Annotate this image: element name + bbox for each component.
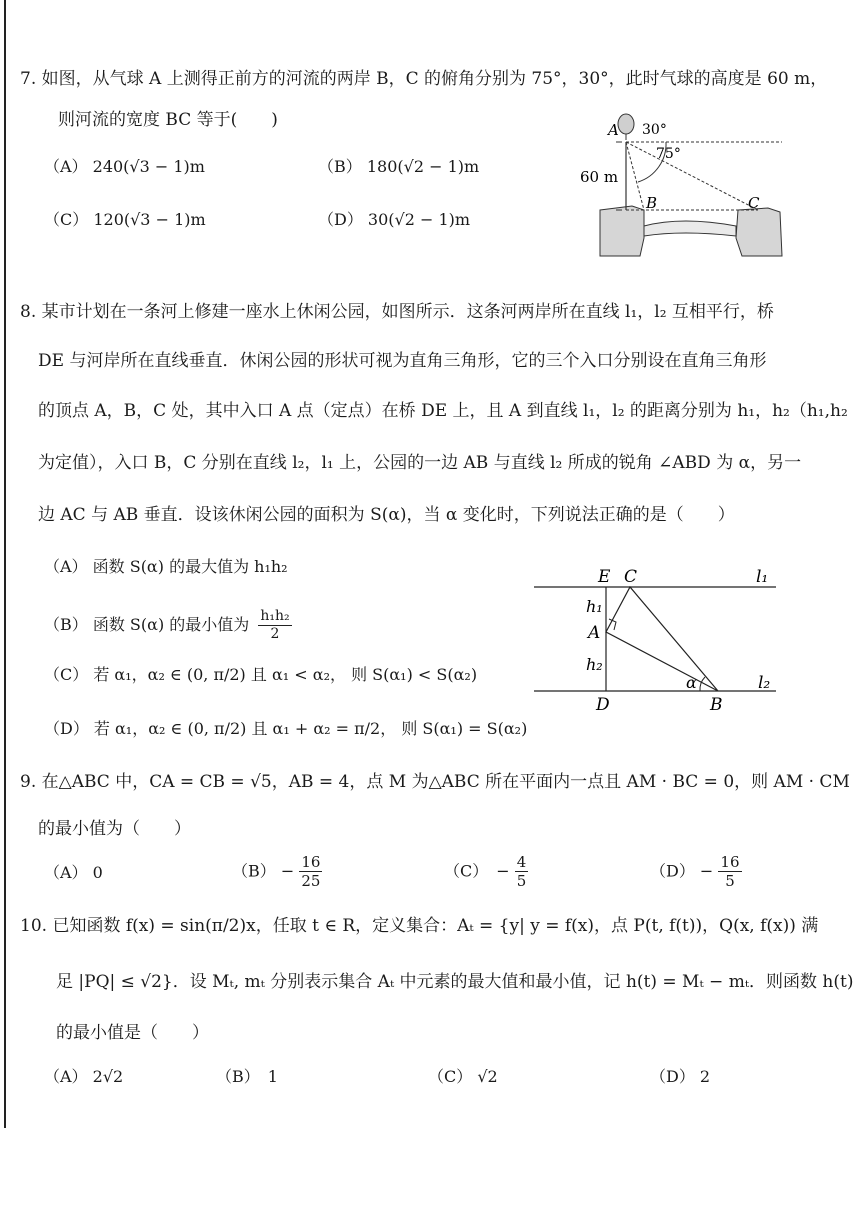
q8-stem-line-3: 的顶点 A，B，C 处，其中入口 A 点（定点）在桥 DE 上，且 A 到直线 l₁，l₂ 的距离分别为 h₁，h₂（h₁,h₂ <box>38 401 848 421</box>
left-bank-shape <box>600 206 644 256</box>
q8-option-b-fraction <box>258 608 291 643</box>
park-triangle <box>606 587 718 691</box>
label-b: B <box>646 194 658 212</box>
q7-option-d[interactable]: （D） 30(√2 − 1)m <box>318 210 471 229</box>
q7-balloon-river-figure <box>572 110 802 262</box>
q8-park-figure <box>530 560 780 720</box>
label-a: A <box>588 623 601 643</box>
q9-option-d-fraction: $\frac{16}{5}$ <box>720 853 740 890</box>
q9-option-a[interactable]: （A） 0 <box>44 863 103 882</box>
label-alpha: α <box>686 673 697 692</box>
q8-stem-line-5: 边 AC 与 AB 垂直．设该休闲公园的面积为 S(α)，当 α 变化时，下列说法正确的是（ ） <box>38 505 735 525</box>
right-bank-shape <box>736 208 782 256</box>
balloon-icon <box>618 114 634 134</box>
q9-option-d[interactable] <box>650 853 742 890</box>
q9-stem-line-2: 的最小值为（ ） <box>38 819 191 839</box>
label-height: 60 m <box>580 168 619 186</box>
q9-option-b[interactable] <box>232 853 322 890</box>
q10-stem-line-1: 10. 已知函数 f(x) = sin(π/2)x，任取 t ∈ R，定义集合：Aₜ = {y| y = f(x)，点 P(t, f(t))，Q(x, f(x)) 满 <box>20 916 819 936</box>
q9-option-b-label: （B） − <box>232 861 295 881</box>
label-d: D <box>596 695 610 715</box>
q9-option-c-label: （C） − <box>444 861 510 881</box>
q8-stem-line-1: 8. 某市计划在一条河上修建一座水上休闲公园，如图所示．这条河两岸所在直线 l₁，l₂ 互相平行，桥 <box>20 302 774 322</box>
label-l1: l₁ <box>756 567 769 587</box>
label-c: C <box>748 194 760 212</box>
q7-option-c[interactable]: （C） 120(√3 − 1)m <box>44 210 206 229</box>
q8-option-d[interactable]: （D） 若 α₁，α₂ ∈ (0, π/2) 且 α₁ + α₂ = π/2， 则 S(α₁) = S(α₂) <box>44 719 528 738</box>
q7-option-a[interactable]: （A） 240(√3 − 1)m <box>44 157 205 176</box>
q8-option-b-text: （B） 函数 S(α) 的最小值为 <box>44 615 250 634</box>
q8-stem-line-2: DE 与河岸所在直线垂直．休闲公园的形状可视为直角三角形，它的三个入口分别设在直角三角形 <box>38 351 767 371</box>
label-h2: h₂ <box>586 655 603 674</box>
q7-stem-line-1: 7. 如图，从气球 A 上测得正前方的河流的两岸 B，C 的俯角分别为 75°，30°，此时气球的高度是 60 m， <box>20 69 828 89</box>
q10-stem-line-3: 的最小值是（ ） <box>56 1023 209 1043</box>
q9-option-b-fraction: $\frac{16}{25}$ <box>301 853 321 890</box>
q10-option-d[interactable]: （D） 2 <box>650 1067 711 1086</box>
q8-option-a[interactable]: （A） 函数 S(α) 的最大值为 h₁h₂ <box>44 557 288 576</box>
label-75deg: 75° <box>656 146 681 162</box>
q10-option-c[interactable]: （C） √2 <box>428 1067 498 1086</box>
q9-option-d-label: （D） − <box>650 861 714 881</box>
q8-option-b[interactable] <box>44 608 292 643</box>
left-margin-rule <box>4 0 6 1128</box>
q10-option-a[interactable]: （A） 2√2 <box>44 1067 124 1086</box>
label-a: A <box>608 121 619 139</box>
q9-option-c-fraction: $\frac{4}{5}$ <box>516 853 527 890</box>
q7-stem-line-2: 则河流的宽度 BC 等于( ) <box>58 110 278 130</box>
q8-stem-line-4: 为定值），入口 B，C 分别在直线 l₂，l₁ 上，公园的一边 AB 与直线 l₂ 所成的锐角 ∠ABD 为 α，另一 <box>38 453 802 473</box>
label-e: E <box>598 567 611 587</box>
q8-option-c[interactable]: （C） 若 α₁，α₂ ∈ (0, π/2) 且 α₁ < α₂， 则 S(α₁) < S(α₂) <box>44 665 478 684</box>
q10-stem-line-2: 足 |PQ| ≤ √2}．设 Mₜ, mₜ 分别表示集合 Aₜ 中元素的最大值和最小值，记 h(t) = Mₜ − mₜ．则函数 h(t) <box>56 972 854 992</box>
river-shape <box>644 221 736 236</box>
fraction-denominator: 2 <box>270 626 280 642</box>
q10-option-b[interactable]: （B） 1 <box>216 1067 278 1086</box>
q9-stem-line-1: 9. 在△ABC 中，CA = CB = √5，AB = 4，点 M 为△ABC 所在平面内一点且 AM · BC = 0，则 AM · CM <box>20 772 850 792</box>
sight-line-b <box>626 142 644 210</box>
label-30deg: 30° <box>642 122 667 138</box>
label-c: C <box>624 567 638 587</box>
label-b: B <box>710 695 723 715</box>
q7-option-b[interactable]: （B） 180(√2 − 1)m <box>318 157 480 176</box>
fraction-numerator: h₁h₂ <box>260 608 290 624</box>
label-l2: l₂ <box>758 673 771 693</box>
label-h1: h₁ <box>586 597 603 616</box>
q9-option-c[interactable] <box>444 853 528 890</box>
